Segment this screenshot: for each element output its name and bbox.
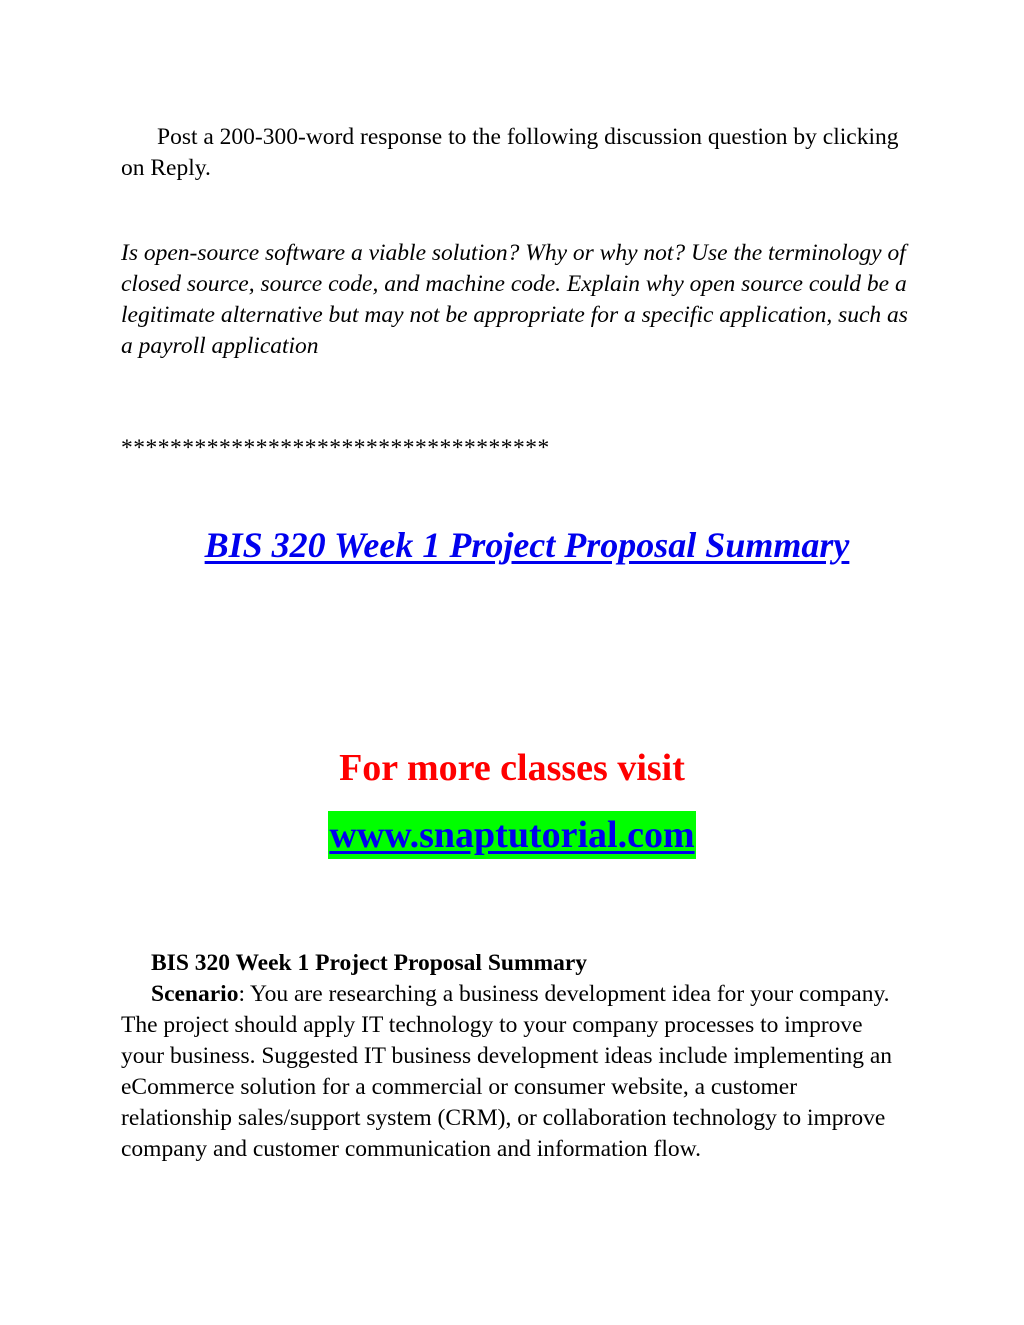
scenario-paragraph — [121, 979, 911, 1165]
separator-stars: *********************************** — [121, 435, 550, 461]
course-title-link[interactable]: BIS 320 Week 1 Project Proposal Summary — [204, 525, 850, 565]
more-classes-heading: For more classes visit — [339, 747, 685, 789]
scenario-text: : You are researching a business development idea for your company. The project should apply IT technology to your company processes to improve your business. Suggested IT business development ideas include implementing an eCommerce solution for a commercial or consumer website, a customer relationship sales/support system (CRM), or collaboration technology to improve company and customer communication and information flow. — [121, 981, 893, 1162]
summary-title: BIS 320 Week 1 Project Proposal Summary — [151, 950, 588, 976]
snaptutorial-link[interactable]: www.snaptutorial.com — [328, 811, 695, 859]
project-summary-section — [121, 948, 911, 1165]
scenario-label: Scenario — [151, 981, 239, 1007]
site-link-container — [0, 811, 1024, 859]
intro-paragraph: Post a 200-300-word response to the following discussion question by clicking on Reply. — [121, 124, 899, 181]
discussion-question: Is open-source software a viable solution? Why or why not? Use the terminology of closed source, source code, and machine code. Explain why open source could be a legitimate alternative but may not be appropriate for a specific application, such as a payroll application — [121, 240, 908, 359]
